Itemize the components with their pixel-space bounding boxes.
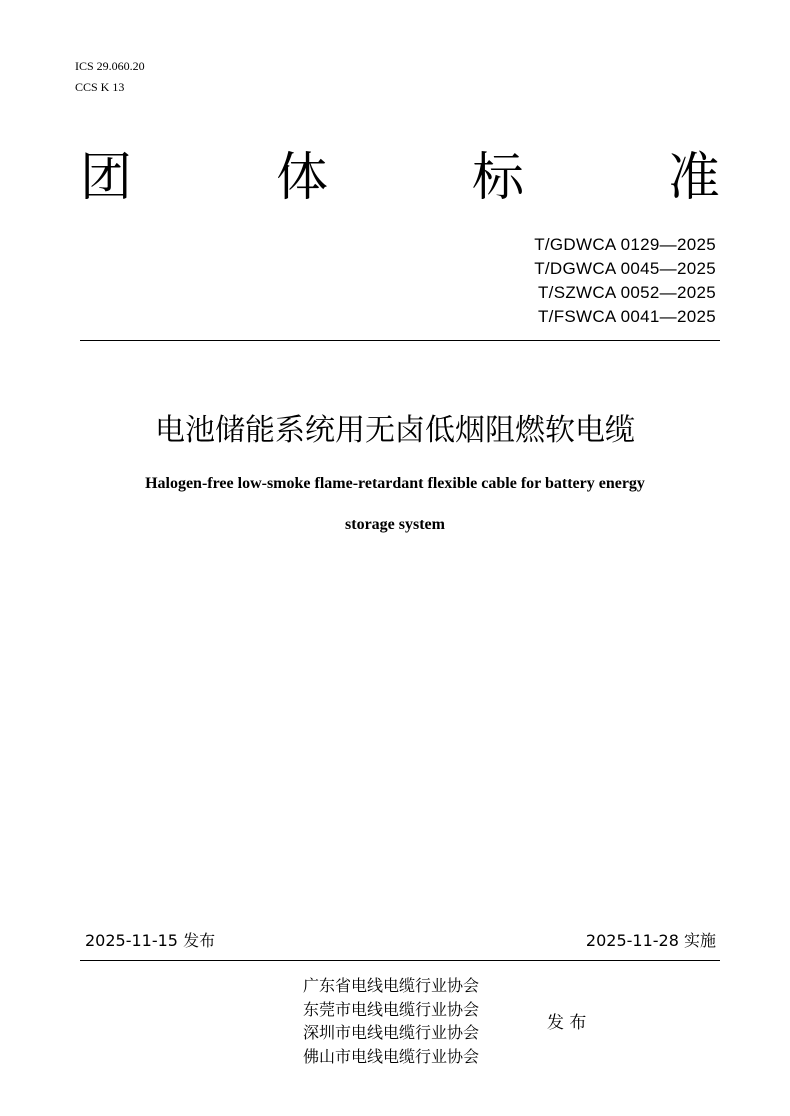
issuer-name: 深圳市电线电缆行业协会	[303, 1023, 480, 1042]
publish-label: 发 布	[547, 1013, 587, 1033]
document-title-zh: 电池储能系统用无卤低烟阻燃软电缆	[155, 413, 635, 448]
standard-type-char: 团	[80, 148, 133, 208]
standard-numbers	[534, 233, 716, 329]
issuing-organizations	[303, 974, 479, 1068]
issuer-name: 东莞市电线电缆行业协会	[303, 999, 480, 1019]
issuer-name: 广东省电线电缆行业协会	[303, 976, 480, 995]
ics-code: ICS 29.060.20	[75, 59, 145, 73]
standard-number: T/SZWCA 0052—2025	[537, 283, 716, 302]
implementation-date: 2025-11-28 实施	[585, 931, 716, 950]
top-divider	[80, 340, 720, 341]
document-title-en-line2: storage system	[345, 516, 445, 533]
standard-number: T/DGWCA 0045—2025	[534, 259, 716, 278]
ccs-code: CCS K 13	[75, 80, 125, 94]
standard-type-heading	[80, 146, 720, 210]
classification-codes	[75, 56, 145, 98]
issue-date: 2025-11-15 发布	[85, 931, 216, 950]
issuer-name: 佛山市电线电缆行业协会	[303, 1046, 480, 1066]
standard-number: T/FSWCA 0041—2025	[537, 307, 716, 326]
standard-type-char: 准	[667, 148, 720, 208]
standard-number: T/GDWCA 0129—2025	[534, 235, 716, 254]
standard-type-char: 体	[275, 148, 328, 208]
document-title-en-line1: Halogen-free low-smoke flame-retardant flexible cable for battery energy	[145, 475, 645, 492]
bottom-divider	[80, 960, 720, 961]
standard-type-char: 标	[471, 148, 524, 208]
